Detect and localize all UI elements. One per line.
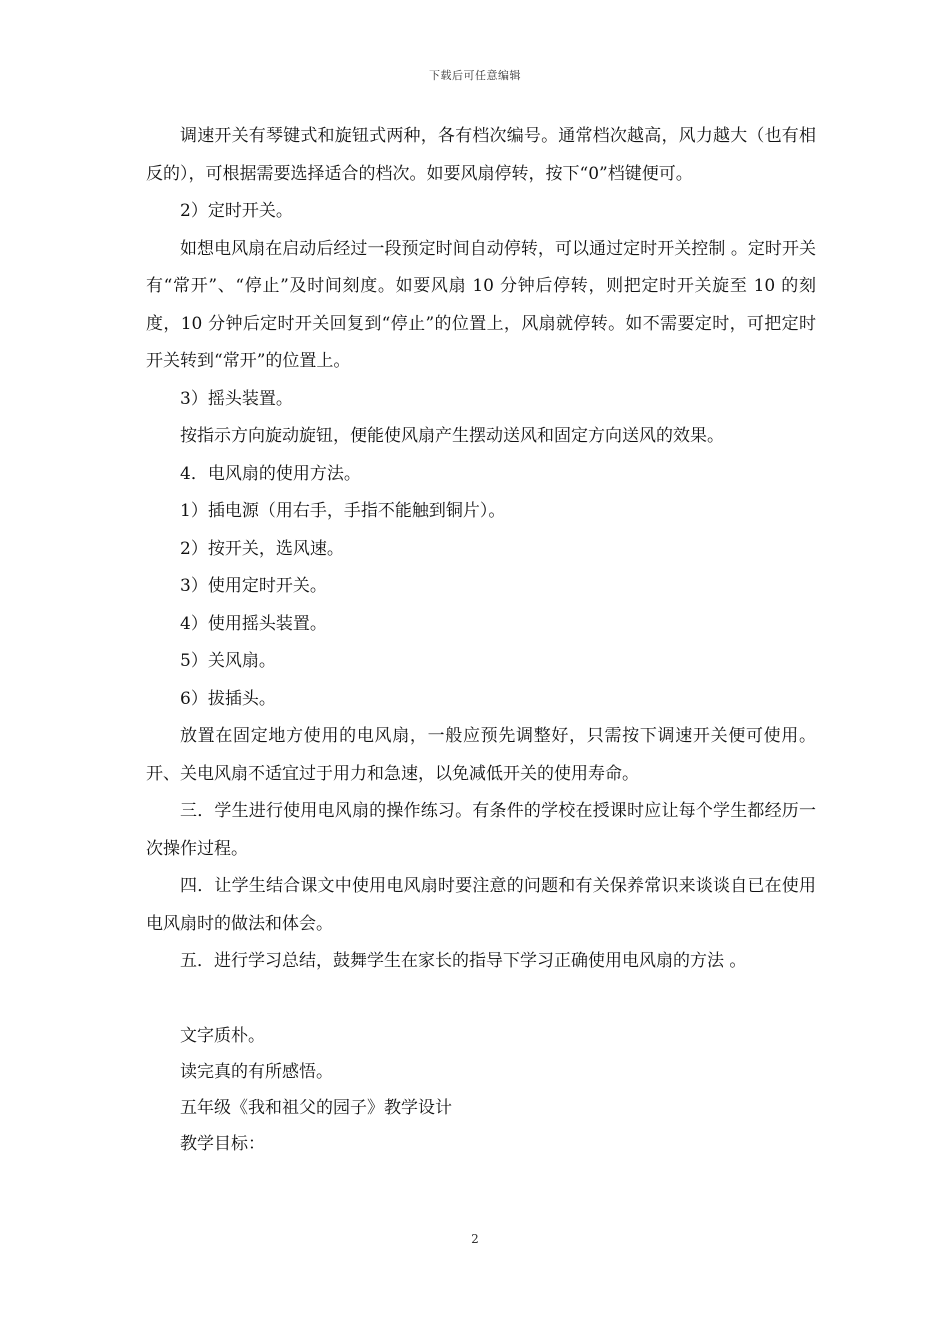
paragraph: 三．学生进行使用电风扇的操作练习。有条件的学校在授课时应让每个学生都经历一次操作过程。 [146,801,816,859]
list-item: 6）拔插头。 [180,688,276,709]
paragraph: 四．让学生结合课文中使用电风扇时要注意的问题和有关保养常识来谈谈自已在使用电风扇时的做法和体会。 [146,876,816,934]
page-header: 下载后可任意编辑 [429,69,521,82]
section-heading: 4．电风扇的使用方法。 [180,463,361,484]
comment-line: 文字质朴。 [180,1025,265,1046]
paragraph: 按指示方向旋动旋钮，便能使风扇产生摆动送风和固定方向送风的效果。 [180,426,724,446]
paragraph: 调速开关有琴键式和旋钮式两种，各有档次编号。通常档次越高，风力越大（也有相反的），可根据需要选择适合的档次。如要风扇停转，按下“0”档键便可。 [146,126,816,184]
document-body [146,118,816,1162]
list-item: 3）使用定时开关。 [180,576,327,596]
paragraph: 2）定时开关。 [180,201,293,221]
paragraph: 放置在固定地方使用的电风扇，一般应预先调整好，只需按下调速开关便可使用。开、关电风扇不适宜过于用力和急速，以免减低开关的使用寿命。 [146,726,816,784]
list-item: 5）关风扇。 [180,651,276,671]
lesson-title: 五年级《我和祖父的园子》教学设计 [180,1097,452,1118]
comment-line: 读完真的有所感悟。 [180,1061,333,1082]
list-item: 2）按开关，选风速。 [180,538,344,559]
list-item: 1）插电源（用右手，手指不能触到铜片）。 [180,501,506,521]
objectives-heading: 教学目标： [180,1133,265,1154]
paragraph: 五．进行学习总结，鼓舞学生在家长的指导下学习正确使用电风扇的方法 。 [180,951,747,971]
list-item: 4）使用摇头装置。 [180,613,327,634]
blank-line [146,981,816,1018]
page-number: 2 [471,1232,479,1246]
paragraph: 如想电风扇在启动后经过一段预定时间自动停转，可以通过定时开关控制 。定时开关有“常开”、“停止”及时间刻度。如要风扇 10 分钟后停转，则把定时开关旋至 10 的刻度，10 分钟后定时开关回复到“停止”的位置上，风扇就停转。如不需要定时，可把定时开关转到“常开”的位置上。 [146,238,816,371]
paragraph: 3）摇头装置。 [180,388,293,409]
